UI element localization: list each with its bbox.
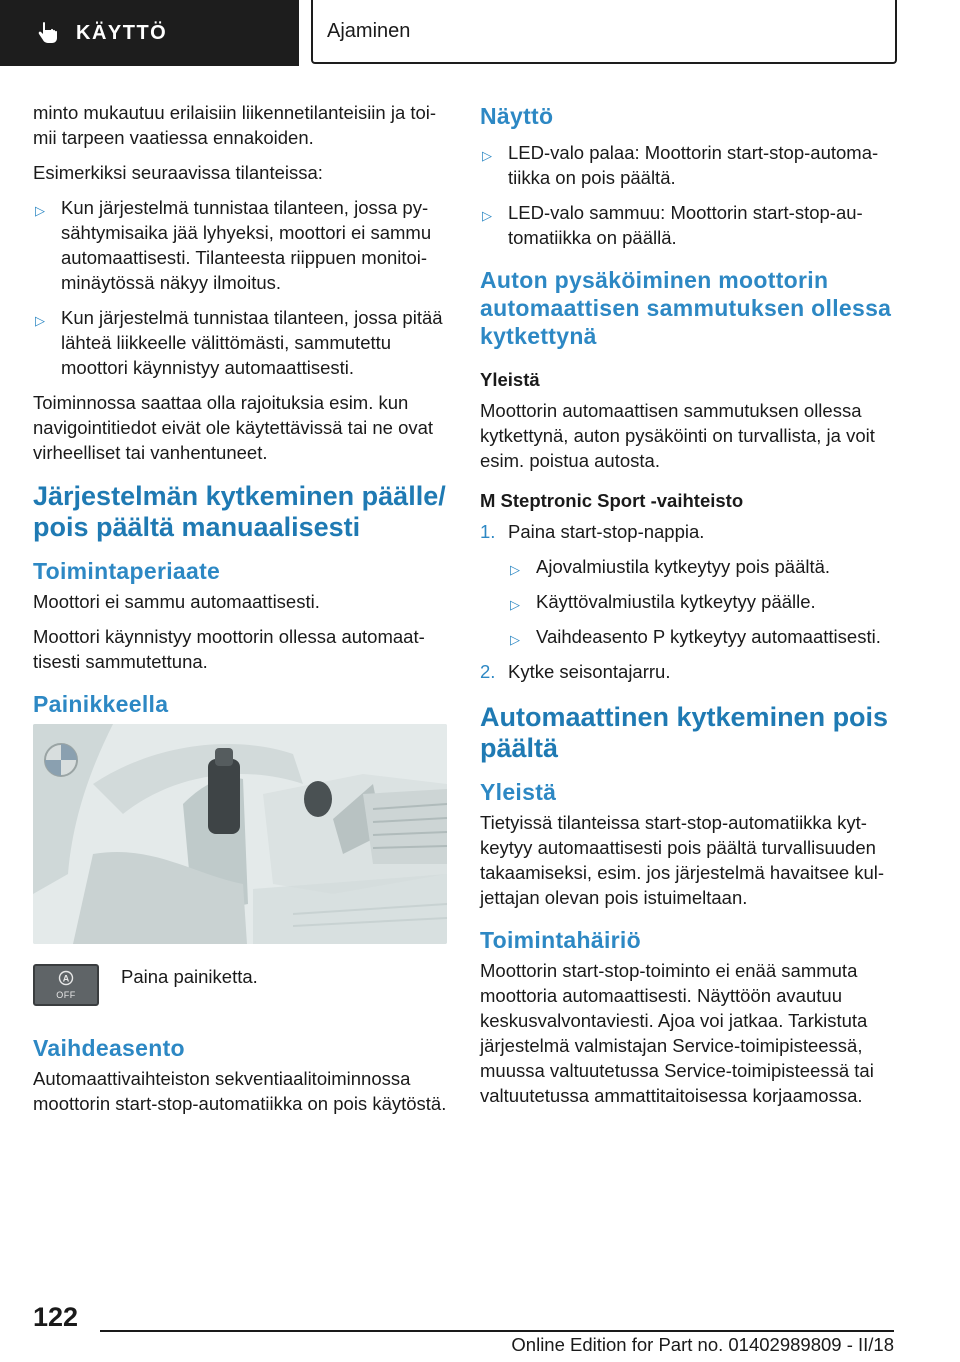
auto-start-stop-icon (58, 970, 74, 991)
footer-divider (100, 1330, 894, 1332)
press-instruction: Paina painiketta. (121, 966, 258, 987)
section-heading: Järjestelmän kytkeminen päälle/ pois päältä manuaalisesti (33, 481, 446, 542)
right-column (480, 100, 894, 1118)
paragraph: Moottorin automaattisen sammutuksen ollessa kytkettynä, auton pysäköinti on turvallista, ja voit esim. poistua autosta. (480, 400, 875, 471)
bullet-triangle-icon: ▷ (35, 313, 45, 328)
edition-note: Online Edition for Part no. 01402989809 - II/18 (511, 1334, 894, 1355)
list-item: ▷ LED-valo sammuu: Moottorin start-stop-automatiikka on päällä. (482, 202, 863, 248)
paragraph: Automaattivaihteiston sekventiaalitoiminnossa moottorin start-stop-automatiikka on pois käytöstä. (33, 1068, 447, 1114)
bullet-list (33, 195, 447, 380)
paragraph: Tietyissä tilanteissa start-stop-automatiikka kytkeytyy automaattisesti pois päältä turvallisuuden takaamiseksi, esim. jos järjestelmä havaitsee kuljettajan olevan pois istuimeltaan. (480, 812, 885, 908)
page-footer (0, 1290, 960, 1362)
subsection-heading: Painikkeella (33, 691, 169, 717)
chapter-label: Ajaminen (327, 19, 411, 42)
list-item: ▷ Kun järjestelmä tunnistaa tilanteen, jossa pitää lähteä liikkeelle välittömästi, sammutettu moottori käynnistyy automaattisesti. (35, 307, 443, 378)
section-heading: Automaattinen kytkeminen pois päältä (480, 702, 889, 763)
bullet-triangle-icon: ▷ (510, 562, 520, 577)
off-label: OFF (56, 990, 76, 1000)
numbered-list (480, 519, 894, 684)
minor-heading: M Steptronic Sport -vaihteisto (480, 490, 744, 511)
hand-pointer-icon (28, 20, 68, 46)
paragraph: minto mukautuu erilaisiin liikennetilanteisiin ja toimii tarpeen vaatiessa ennakoiden. (33, 102, 437, 148)
bullet-triangle-icon: ▷ (482, 148, 492, 163)
paragraph: Moottorin start-stop-toiminto ei enää sammuta moottoria automaattisesti. Näyttöön avautuu keskusvalvontaviesti. Ajoa voi jatkaa. Tarkistuta järjestelmä valmistajan Service-toimipisteessä, muussa valtuutetussa Service-toimipisteessä tai valtuutetussa ammattitaitoisessa korjaamossa. (480, 960, 874, 1106)
list-item: ▷ Ajovalmiustila kytkeytyy pois päältä. (508, 554, 894, 579)
bullet-triangle-icon: ▷ (482, 208, 492, 223)
paragraph: Esimerkiksi seuraavissa tilanteissa: (33, 162, 323, 183)
subsection-heading: Näyttö (480, 103, 554, 129)
subsection-heading: Auton pysäköiminen moottorin automaattisen sammutuksen ollessa kytkettynä (480, 267, 892, 349)
button-instruction-row (33, 964, 447, 1006)
section-label: KÄYTTÖ (76, 21, 168, 44)
minor-heading: Yleistä (480, 369, 540, 390)
list-item: ▷ Kun järjestelmä tunnistaa tilanteen, jossa pysähtymisaika jää lyhyeksi, moottori ei sammu automaattisesti. Tilanteesta riippuen monitoiminäytössä näkyy ilmoitus. (35, 197, 432, 293)
bullet-triangle-icon: ▷ (35, 203, 45, 218)
paragraph: Moottori ei sammu automaattisesti. (33, 591, 320, 612)
bullet-triangle-icon: ▷ (510, 597, 520, 612)
list-item: ▷ Käyttövalmiustila kytkeytyy päälle. (508, 589, 894, 614)
paragraph: Toiminnossa saattaa olla rajoituksia esim. kun navigointitiedot eivät ole käytettävissä tai ne ovat virheelliset tai vanhentuneet. (33, 392, 434, 463)
paragraph: Moottori käynnistyy moottorin ollessa automaattisesti sammutettuna. (33, 626, 425, 672)
section-tab (0, 0, 299, 66)
chapter-tab (311, 0, 897, 64)
svg-text:A: A (62, 973, 70, 984)
page-header (0, 0, 960, 66)
start-stop-off-button[interactable] (33, 964, 99, 1006)
step-number: 1. (480, 521, 496, 542)
subsection-heading: Yleistä (480, 779, 557, 805)
list-item: 1. Paina start-stop-nappia. ▷ Ajovalmiustila kytkeytyy pois päältä. ▷ Käyttövalmiustila kytkeytyy päälle. ▷ Vaihdeasento P kytkeytyy automaattisesti. (480, 519, 894, 649)
page-number: 122 (33, 1302, 79, 1332)
subsection-heading: Vaihdeasento (33, 1035, 185, 1061)
bullet-triangle-icon: ▷ (510, 632, 520, 647)
sub-bullet-list (508, 554, 894, 649)
list-item: ▷ LED-valo palaa: Moottorin start-stop-automatiikka on pois päältä. (482, 142, 879, 188)
bullet-list (480, 140, 894, 250)
dashboard-photo (33, 724, 447, 944)
left-column (33, 100, 447, 1126)
list-item: 2. Kytke seisontajarru. (480, 661, 671, 682)
subsection-heading: Toimintaperiaate (33, 558, 221, 584)
step-number: 2. (480, 661, 496, 682)
subsection-heading: Toimintahäiriö (480, 927, 641, 953)
list-item: ▷ Vaihdeasento P kytkeytyy automaattisesti. (508, 624, 894, 649)
